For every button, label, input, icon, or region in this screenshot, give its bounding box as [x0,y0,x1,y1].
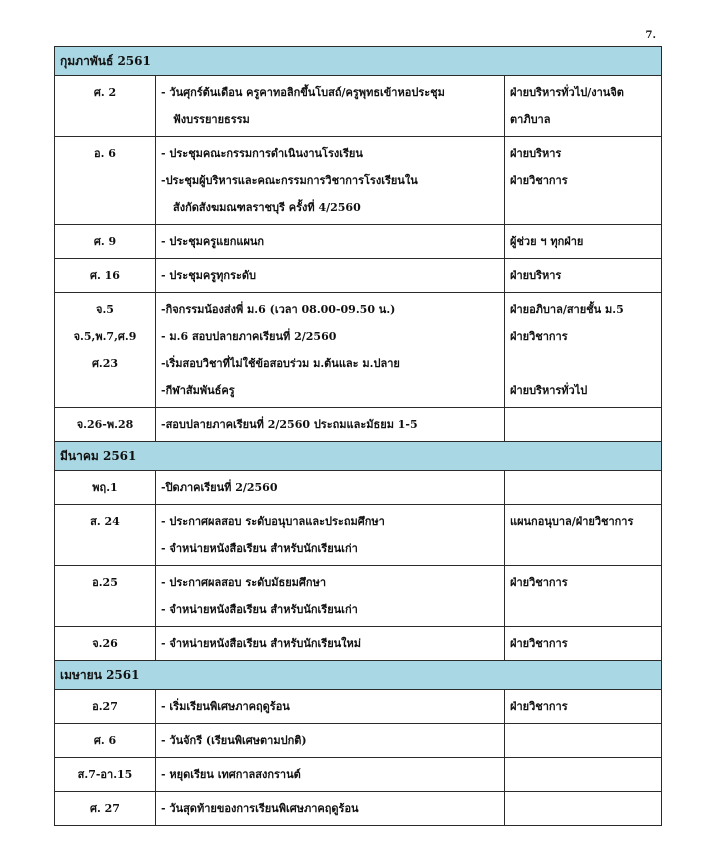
date-line: ศ. 9 [93,235,117,248]
department-cell [505,408,662,442]
activity-line: - จำหน่ายหนังสือเรียน สำหรับนักเรียนเก่า [161,542,358,555]
date-line: จ.5,พ.7,ศ.9 [73,330,137,343]
date-cell [55,471,156,505]
activity-line: - ม.6 สอบปลายภาคเรียนที่ 2/2560 [161,330,337,343]
department-line: ตาภิบาล [510,113,551,126]
table-row [55,724,662,758]
department-cell [505,724,662,758]
department-line: ฝ่ายวิชาการ [510,576,568,589]
date-line: พฤ.1 [92,481,118,494]
department-line: ฝ่ายบริหาร [510,269,562,282]
department-line: ฝ่ายวิชาการ [510,637,568,650]
date-line: อ. 6 [94,147,116,160]
activity-line: -ปิดภาคเรียนที่ 2/2560 [161,481,278,494]
activity-line: -ประชุมผู้บริหารและคณะกรรมการวิชาการโรงเรียนใน [161,174,418,187]
date-line: ศ. 27 [90,802,120,815]
department-cell [505,627,662,661]
table-row [55,76,662,137]
date-cell [55,758,156,792]
activity-line: -กิจกรรมน้องส่งพี่ ม.6 (เวลา 08.00-09.50 น.) [161,303,396,316]
activity-line: -สอบปลายภาคเรียนที่ 2/2560 ประถมและมัธยม 1-5 [161,418,418,431]
department-line: ฝ่ายบริหารทั่วไป/งานจิต [510,86,624,99]
date-cell [55,566,156,627]
department-cell [505,758,662,792]
schedule-table [54,46,662,826]
department-line: ผู้ช่วย ฯ ทุกฝ่าย [510,235,584,248]
date-cell [55,690,156,724]
date-line: จ.26 [92,637,118,650]
date-line: ส.7-อา.15 [77,768,133,781]
department-line: ฝ่ายบริหารทั่วไป [510,384,588,397]
department-cell [505,76,662,137]
activity-cell [156,293,505,408]
department-cell [505,259,662,293]
activity-line: - เริ่มเรียนพิเศษภาคฤดูร้อน [161,700,290,713]
date-cell [55,627,156,661]
department-cell [505,225,662,259]
department-cell [505,792,662,826]
activity-cell [156,225,505,259]
department-cell [505,505,662,566]
date-cell [55,724,156,758]
department-line: แผนกอนุบาล/ฝ่ายวิชาการ [510,515,634,528]
table-row [55,225,662,259]
date-line: จ.26-พ.28 [76,418,134,431]
department-line: ฝ่ายวิชาการ [510,700,568,713]
table-row [55,137,662,225]
month-title: มีนาคม 2561 [55,442,662,471]
table-row [55,792,662,826]
activity-cell [156,76,505,137]
activity-cell [156,792,505,826]
date-line: อ.25 [92,576,118,589]
activity-line: - จำหน่ายหนังสือเรียน สำหรับนักเรียนใหม่ [161,637,362,650]
department-cell [505,137,662,225]
date-line: ส. 24 [90,515,120,528]
activity-line: - จำหน่ายหนังสือเรียน สำหรับนักเรียนเก่า [161,603,358,616]
date-line: จ.5 [96,303,114,316]
department-cell [505,566,662,627]
activity-cell [156,471,505,505]
activity-cell [156,259,505,293]
date-cell [55,225,156,259]
activity-line: - ประกาศผลสอบ ระดับอนุบาลและประถมศึกษา [161,515,385,528]
activity-line: - ประชุมคณะกรรมการดำเนินงานโรงเรียน [161,147,363,160]
activity-line: - ประชุมครูแยกแผนก [161,235,265,248]
activity-line: - วันจักรี (เรียนพิเศษตามปกติ) [161,734,307,747]
table-row [55,293,662,408]
activity-cell [156,690,505,724]
page-number: 7. [645,30,656,41]
activity-line: - วันศุกร์ต้นเดือน ครูคาทอลิกขึ้นโบสถ์/ครูพุทธเข้าหอประชุม [161,86,445,99]
date-cell [55,137,156,225]
table-row [55,758,662,792]
department-line: ฝ่ายบริหาร [510,147,562,160]
month-header-row [55,47,662,76]
activity-line: สังกัดสังฆมณฑลราชบุรี ครั้งที่ 4/2560 [173,201,361,214]
activity-line: - ประกาศผลสอบ ระดับมัธยมศึกษา [161,576,327,589]
department-line [510,350,656,377]
activity-cell [156,758,505,792]
table-row [55,471,662,505]
activity-cell [156,408,505,442]
department-line: ฝ่ายวิชาการ [510,330,568,343]
date-cell [55,76,156,137]
date-cell [55,408,156,442]
activity-line: - วันสุดท้ายของการเรียนพิเศษภาคฤดูร้อน [161,802,359,815]
activity-cell [156,566,505,627]
activity-line: -กีฬาสัมพันธ์ครู [161,384,235,397]
activity-cell [156,724,505,758]
month-title: เมษายน 2561 [55,661,662,690]
activity-line: - ประชุมครูทุกระดับ [161,269,257,282]
department-line: ฝ่ายอภิบาล/สายชั้น ม.5 [510,303,624,316]
date-cell [55,505,156,566]
date-cell [55,293,156,408]
schedule-body [55,47,662,826]
table-row [55,259,662,293]
table-row [55,566,662,627]
date-line: ศ.23 [91,357,119,370]
activity-line: ฟังบรรยายธรรม [173,113,250,126]
department-cell [505,293,662,408]
activity-line: - หยุดเรียน เทศกาลสงกรานต์ [161,768,301,781]
department-cell [505,690,662,724]
activity-cell [156,137,505,225]
activity-line: -เริ่มสอบวิชาที่ไม่ใช้ข้อสอบร่วม ม.ต้นและ ม.ปลาย [161,357,400,370]
table-row [55,505,662,566]
date-cell [55,259,156,293]
table-row [55,690,662,724]
table-row [55,408,662,442]
date-line: ศ. 16 [90,269,120,282]
activity-cell [156,627,505,661]
date-line: ศ. 2 [93,86,117,99]
month-header-row [55,442,662,471]
date-line: ศ. 6 [93,734,117,747]
activity-cell [156,505,505,566]
date-cell [55,792,156,826]
table-row [55,627,662,661]
department-line: ฝ่ายวิชาการ [510,174,568,187]
month-title: กุมภาพันธ์ 2561 [55,47,662,76]
month-header-row [55,661,662,690]
date-line: อ.27 [92,700,118,713]
department-cell [505,471,662,505]
